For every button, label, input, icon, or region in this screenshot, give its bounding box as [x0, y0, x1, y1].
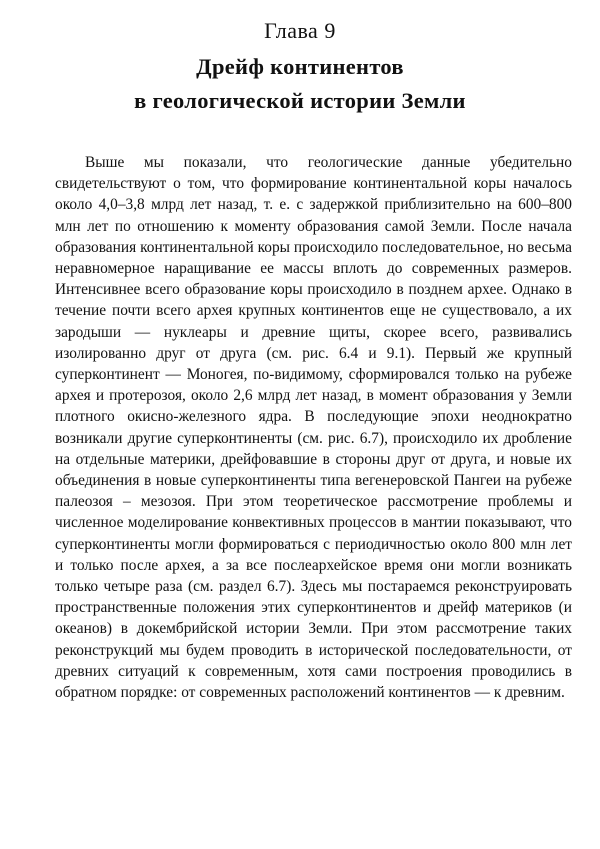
chapter-title-line-2: в геологической истории Земли	[134, 88, 466, 113]
chapter-title-line-1: Дрейф континентов	[196, 54, 404, 79]
chapter-label: Глава 9	[264, 18, 336, 43]
body-paragraph: Выше мы показали, что геологические данные убедительно свидетельствуют о том, что формирование континентальной коры началось около 4,0–3,8 млрд лет назад, т. е. с задержкой приблизительно на 600–800 млн лет по отношению к моменту образования самой Земли. После начала образования континентальной коры происходило последовательное, но весьма неравномерное наращивание ее массы вплоть до современных размеров. Интенсивнее всего образование коры происходило в позднем архее. Однако в течение почти всего архея крупных континентов еще не существовало, а их зародыши — нуклеары и древние щиты, скорее всего, развивались изолированно друг от друга (см. рис. 6.4 и 9.1). Первый же крупный суперконтинент — Моногея, по-видимому, сформировался только на рубеже архея и протерозоя, около 2,6 млрд лет назад, в момент образования у Земли плотного окисно-железного ядра. В последующие эпохи неоднократно возникали другие суперконтиненты (см. рис. 6.7), происходило их дробление на отдельные материки, дрейфовавшие в стороны друг от друга, и новые их объединения в новые суперконтиненты типа вегенеровской Пангеи на рубеже палеозоя – мезозоя. При этом теоретическое рассмотрение проблемы и численное моделирование конвективных процессов в мантии показывают, что суперконтиненты могли формироваться с периодичностью около 800 млн лет и только после архея, а за все послеархейское время они могли возникать только четыре раза (см. раздел 6.7). Здесь мы постараемся реконструировать пространственные положения этих суперконтинентов и дрейф материков (и океанов) в докембрийской истории Земли. При этом рассмотрение таких реконструкций мы будем проводить в исторической последовательности, от древних ситуаций к современным, хотя сами построения проводились в обратном порядке: от современных расположений континентов — к древним.	[55, 154, 572, 702]
chapter-title	[0, 50, 600, 118]
